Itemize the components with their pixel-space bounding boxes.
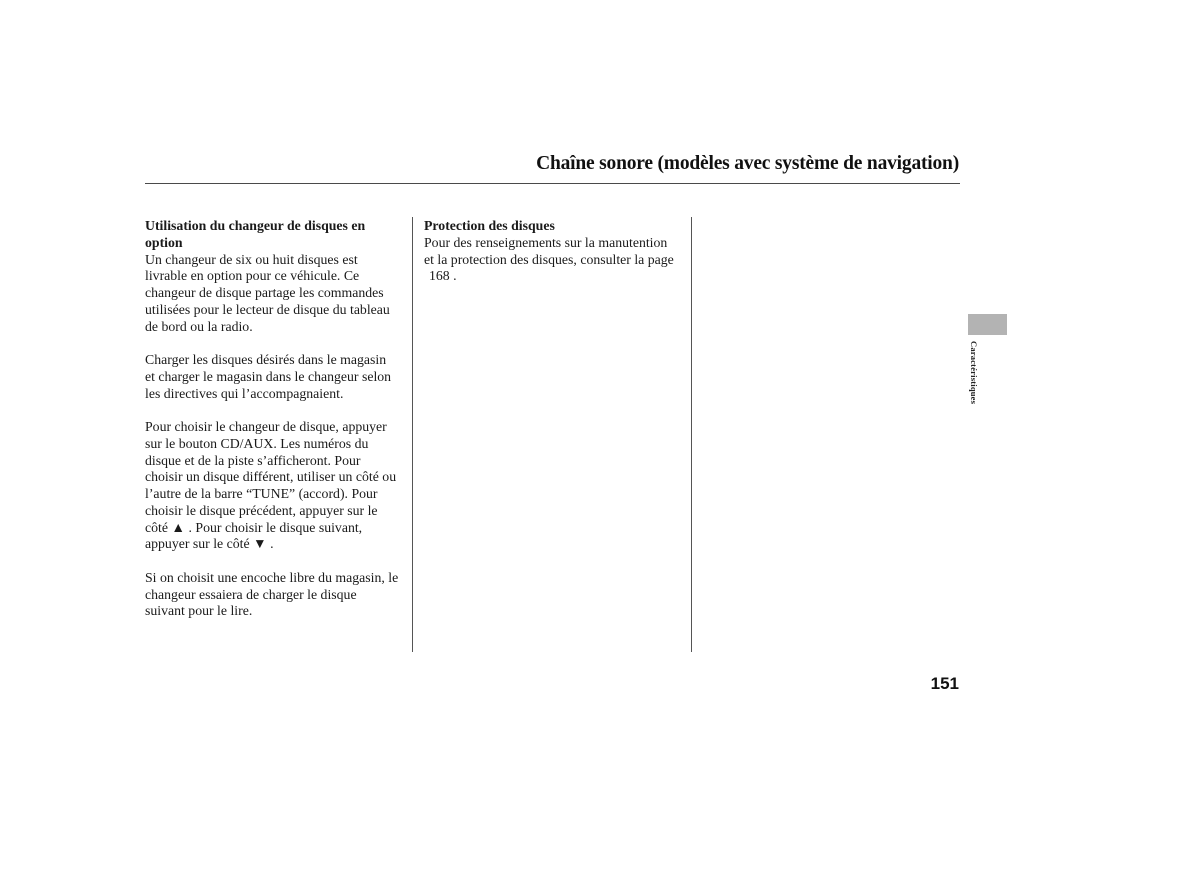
text-line: Charger les disques désirés dans le magasin: [145, 352, 387, 367]
text-line: les directives qui l’accompagnaient.: [145, 385, 344, 401]
text-line: changeur essaiera de charger le disque: [145, 586, 357, 602]
page-number: 151: [930, 674, 959, 693]
left-column: [145, 218, 407, 637]
text-line: disque et de la piste s’afficheront. Pour: [145, 452, 361, 468]
paragraph: [145, 352, 407, 402]
text-line: côté ▲ . Pour choisir le disque suivant,: [145, 519, 363, 535]
text-line: changeur de disque partage les commandes: [145, 285, 384, 300]
text-line: Pour des renseignements sur la manutention: [424, 234, 668, 250]
section-heading-changer: [145, 218, 407, 252]
section-heading-protection: Protection des disques: [424, 218, 555, 233]
page-reference: 168 .: [429, 268, 457, 284]
text-line: l’autre de la barre “TUNE” (accord). Pour: [145, 486, 378, 501]
heading-line: option: [145, 234, 183, 250]
section-tab-marker: [968, 314, 1007, 335]
heading-line: Utilisation du changeur de disques en: [145, 218, 366, 233]
header-divider: [145, 183, 960, 184]
section-tab-label: Caractéristiques: [969, 341, 979, 405]
middle-column: [424, 218, 686, 285]
text-line: Pour choisir le changeur de disque, appuyer: [145, 419, 387, 434]
paragraph: [145, 419, 407, 553]
column-divider: [691, 217, 692, 652]
text-line: de bord ou la radio.: [145, 318, 253, 334]
column-divider: [412, 217, 413, 652]
text-line: livrable en option pour ce véhicule. Ce: [145, 268, 360, 284]
text-line: suivant pour le lire.: [145, 603, 253, 619]
text-line: appuyer sur le côté ▼ .: [145, 536, 274, 552]
text-line: et charger le magasin dans le changeur selon: [145, 368, 392, 384]
paragraph: [145, 570, 407, 620]
text-line: utilisées pour le lecteur de disque du tableau: [145, 301, 390, 317]
text-line: sur le bouton CD/AUX. Les numéros du: [145, 435, 369, 451]
text-line: et la protection des disques, consulter la page: [424, 251, 674, 267]
page-title: Chaîne sonore (modèles avec système de navigation): [536, 153, 959, 174]
text-line: choisir le disque précédent, appuyer sur le: [145, 502, 378, 518]
text-line: Un changeur de six ou huit disques est: [145, 251, 358, 267]
paragraph: [145, 252, 407, 336]
text-line: choisir un disque différent, utiliser un côté ou: [145, 469, 397, 485]
text-line: Si on choisit une encoche libre du magasin, le: [145, 569, 399, 585]
